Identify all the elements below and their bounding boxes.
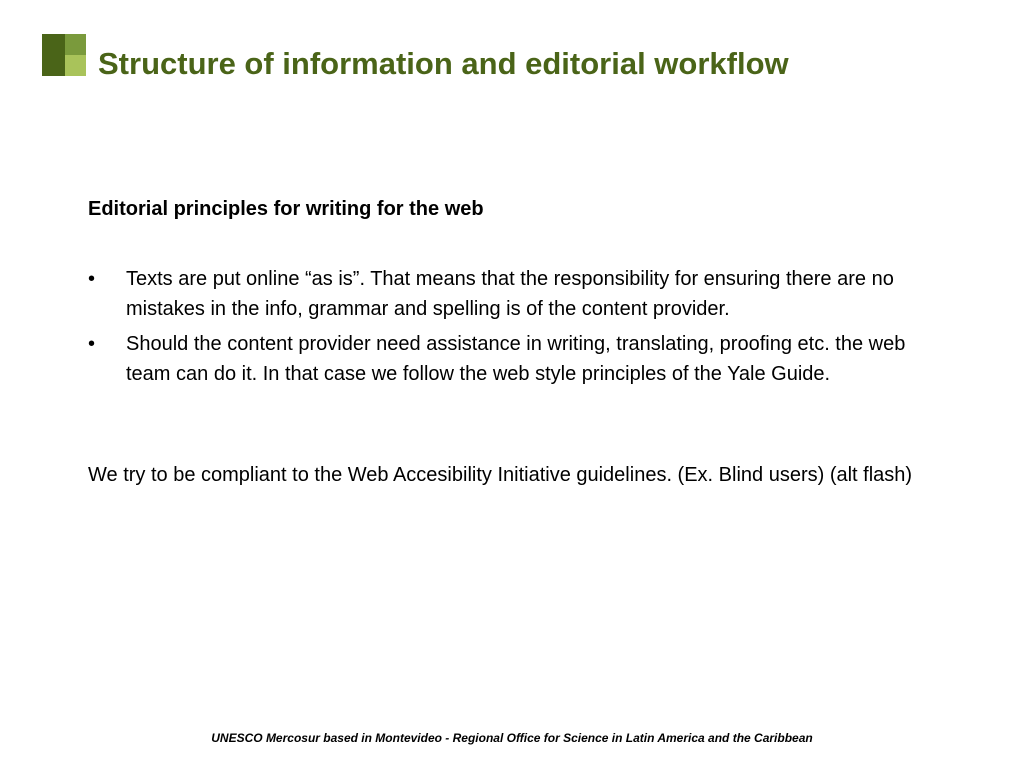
bullet-marker: • [88, 333, 96, 355]
slide-footer: UNESCO Mercosur based in Montevideo - Regional Office for Science in Latin America and the Caribbean [211, 731, 813, 745]
bullet-list [88, 264, 948, 394]
bullet-item [88, 329, 948, 389]
logo-square-light [65, 55, 86, 76]
compliance-paragraph: We try to be compliant to the Web Accesibility Initiative guidelines. (Ex. Blind users) (alt flash) [88, 464, 913, 486]
slide-title: Structure of information and editorial workflow [98, 46, 789, 81]
logo-squares [42, 34, 86, 76]
section-heading: Editorial principles for writing for the web [88, 198, 484, 220]
bullet-marker: • [88, 268, 96, 290]
bullet-text: Should the content provider need assistance in writing, translating, proofing etc. the web team can do it. In that case we follow the web style principles of the Yale Guide. [126, 333, 906, 385]
logo-square-dark [42, 34, 65, 76]
logo-square-mid [65, 34, 86, 55]
bullet-text: Texts are put online “as is”. That means that the responsibility for ensuring there are no mistakes in the info, grammar and spelling is of the content provider. [126, 268, 894, 320]
bullet-item [88, 264, 948, 324]
